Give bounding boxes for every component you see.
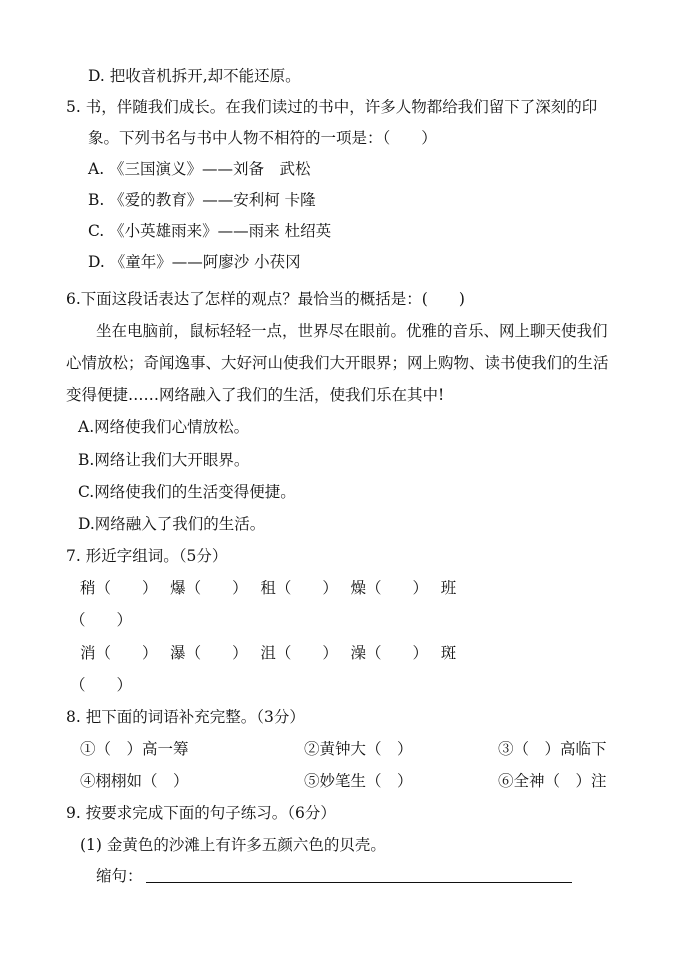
q8-item-1: ①（ ）高一筹 bbox=[80, 740, 189, 758]
q6-option-b: B.网络让我们大开眼界。 bbox=[78, 451, 250, 469]
q6-title: 6.下面这段话表达了怎样的观点？最恰当的概括是：( ) bbox=[66, 290, 465, 308]
q7-row2: 消（ ） 瀑（ ） 沮（ ） 澡（ ） 斑 bbox=[80, 644, 457, 662]
q5-stem-line2: 象。下列书名与书中人物不相符的一项是：（ ） bbox=[88, 129, 437, 147]
q5-option-c: C. 《小英雄雨来》——雨来 杜绍英 bbox=[88, 222, 332, 240]
q6-passage-line1: 坐在电脑前，鼠标轻轻一点，世界尽在眼前。优雅的音乐、网上聊天使我们 bbox=[96, 322, 608, 340]
q4-option-d: D. 把收音机拆开,却不能还原。 bbox=[88, 67, 301, 85]
q8-item-5: ⑤妙笔生（ ） bbox=[304, 772, 413, 790]
q5-option-b: B. 《爱的教育》——安利柯 卡隆 bbox=[88, 191, 316, 209]
q8-item-6: ⑥全神（ ）注 bbox=[498, 772, 607, 790]
q6-passage-line3: 变得便捷……网络融入了我们的生活，使我们乐在其中! bbox=[66, 386, 445, 404]
q7-title: 7. 形近字组词。（5分） bbox=[66, 547, 228, 565]
q9-answer-label: 缩句： bbox=[96, 867, 143, 885]
q9-title: 9. 按要求完成下面的句子练习。（6分） bbox=[66, 804, 336, 822]
q5-option-a: A. 《三国演义》——刘备 武松 bbox=[88, 160, 311, 178]
q7-row1: 稍（ ） 爆（ ） 租（ ） 燥（ ） 班 bbox=[80, 579, 457, 597]
q7-row2-continued: （ ） bbox=[70, 676, 133, 694]
q9-sentence-1: (1) 金黄色的沙滩上有许多五颜六色的贝壳。 bbox=[80, 836, 386, 854]
q8-title: 8. 把下面的词语补充完整。（3分） bbox=[66, 708, 305, 726]
q6-passage-line2: 心情放松；奇闻逸事、大好河山使我们大开眼界；网上购物、读书使我们的生活 bbox=[66, 354, 609, 372]
q7-row1-continued: （ ） bbox=[70, 611, 133, 629]
q8-item-3: ③（ ）高临下 bbox=[498, 740, 607, 758]
q8-item-4: ④栩栩如（ ） bbox=[80, 772, 189, 790]
q5-stem-line1: 5. 书，伴随我们成长。在我们读过的书中，许多人物都给我们留下了深刻的印 bbox=[66, 98, 598, 116]
q9-answer-line[interactable] bbox=[146, 882, 572, 883]
q8-item-2: ②黄钟大（ ） bbox=[304, 740, 413, 758]
q6-option-a: A.网络使我们心情放松。 bbox=[78, 418, 250, 436]
q6-option-d: D.网络融入了我们的生活。 bbox=[78, 515, 266, 533]
q5-option-d: D. 《童年》——阿廖沙 小茯冈 bbox=[88, 253, 301, 271]
q6-option-c: C.网络使我们的生活变得便捷。 bbox=[78, 483, 296, 501]
